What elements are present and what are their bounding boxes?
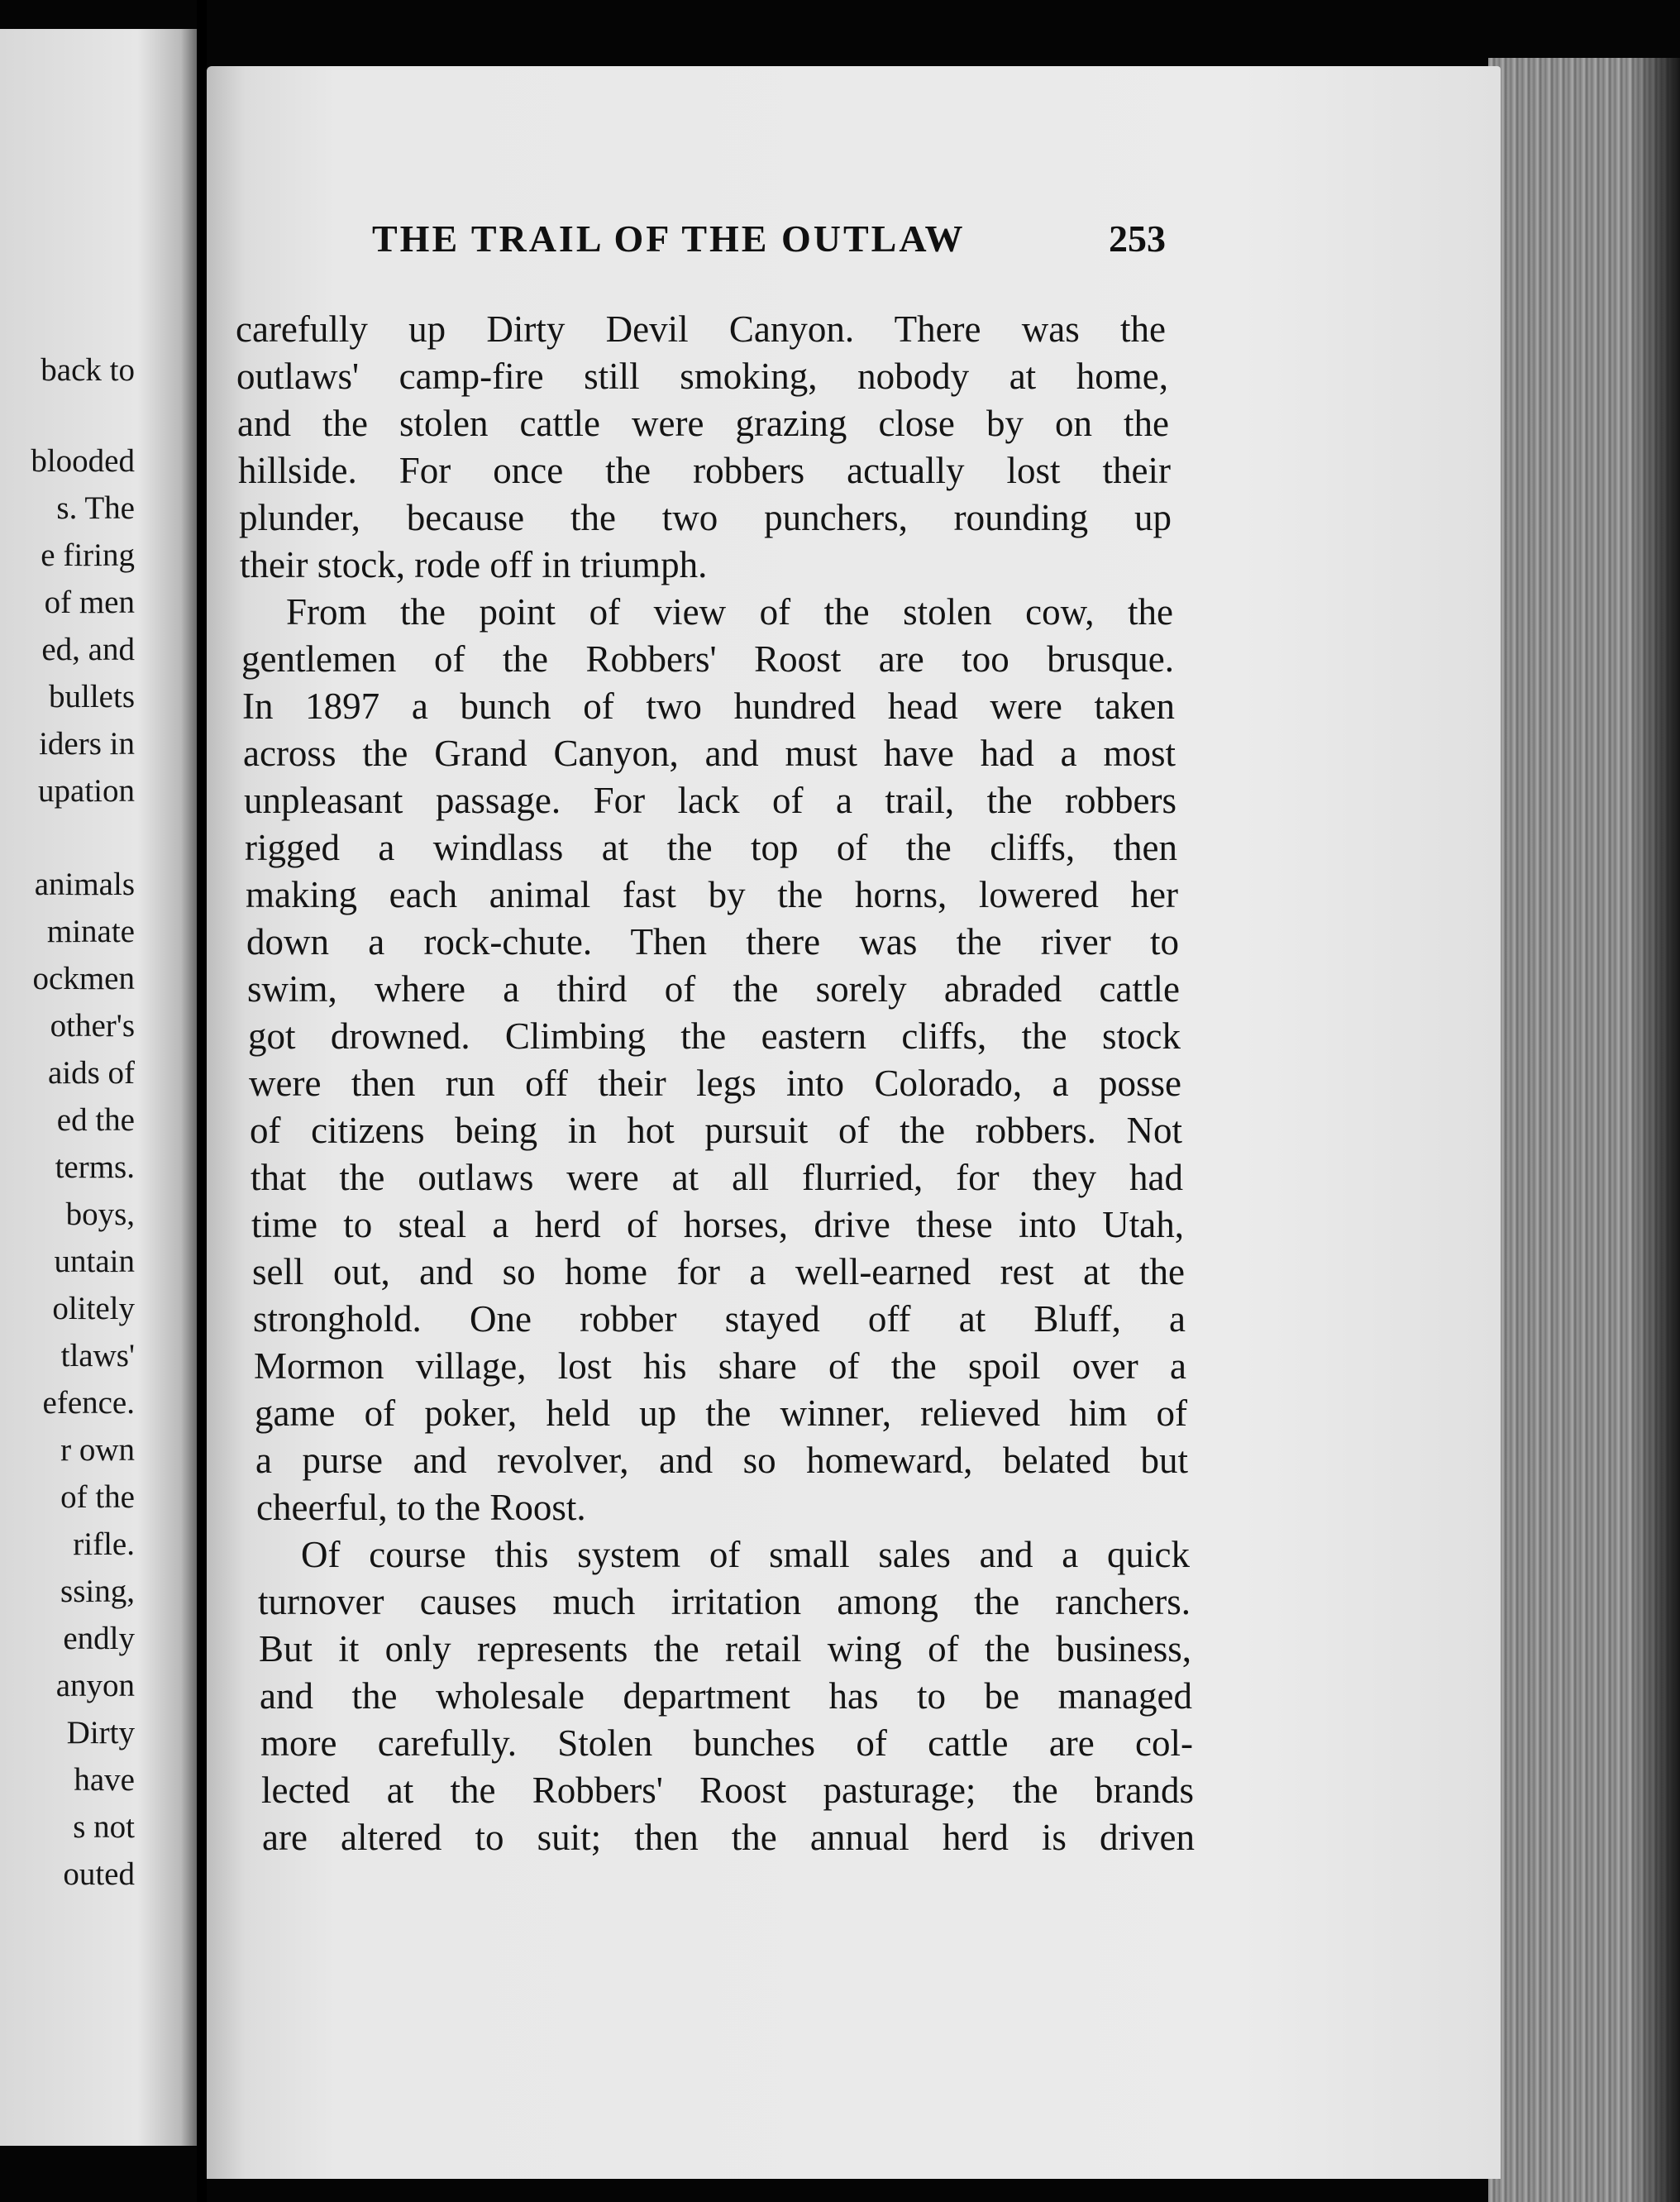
text-line: across the Grand Canyon, and must have had a most: [243, 733, 1176, 774]
text-line: Of course this system of small sales and a quick: [301, 1534, 1190, 1575]
left-line: upation: [38, 773, 135, 809]
left-page: [0, 29, 197, 2146]
left-line: outed: [63, 1856, 135, 1892]
text-line: turnover causes much irritation among the ranchers.: [258, 1581, 1191, 1622]
text-line: and the stolen cattle were grazing close by on the: [237, 403, 1169, 444]
text-line: were then run off their legs into Colorado, a posse: [249, 1063, 1181, 1104]
text-line: In 1897 a bunch of two hundred head were taken: [242, 685, 1175, 727]
text-line: are altered to suit; then the annual herd is driven: [262, 1817, 1195, 1858]
left-line: s. The: [56, 490, 135, 526]
left-line: other's: [50, 1008, 135, 1044]
text-line: stronghold. One robber stayed off at Bluff, a: [253, 1298, 1186, 1340]
left-line: untain: [54, 1244, 135, 1279]
text-line: sell out, and so home for a well-earned rest at the: [252, 1251, 1185, 1292]
left-line: animals: [34, 867, 135, 902]
left-line: iders in: [39, 726, 135, 762]
text-line: But it only represents the retail wing of the business,: [259, 1628, 1191, 1669]
text-line: lected at the Robbers' Roost pasturage; the brands: [261, 1770, 1194, 1811]
text-line: down a rock-chute. Then there was the river to: [246, 921, 1179, 962]
book-gutter: [197, 0, 207, 2202]
text-line: and the wholesale department has to be managed: [260, 1675, 1192, 1717]
text-line: gentlemen of the Robbers' Roost are too brusque.: [241, 638, 1174, 680]
text-line: outlaws' camp-fire still smoking, nobody at home,: [236, 356, 1168, 397]
left-line: of men: [44, 585, 135, 620]
page-number: 253: [1109, 217, 1166, 260]
text-line: Mormon village, lost his share of the spoil over a: [254, 1345, 1186, 1387]
left-line: ssing,: [60, 1574, 135, 1609]
left-line: ed, and: [41, 632, 135, 667]
left-line: rifle.: [73, 1526, 135, 1562]
text-line: more carefully. Stolen bunches of cattle are col-: [260, 1722, 1193, 1764]
left-line: e firing: [41, 537, 135, 573]
page-header: [372, 217, 1166, 266]
text-line: their stock, rode off in triumph.: [240, 544, 708, 585]
left-line: aids of: [47, 1055, 135, 1091]
text-line: a purse and revolver, and so homeward, belated but: [255, 1440, 1188, 1481]
left-line: boys,: [65, 1197, 135, 1232]
left-line: tlaws': [60, 1338, 135, 1373]
text-line: carefully up Dirty Devil Canyon. There was the: [236, 308, 1166, 350]
left-line: terms.: [55, 1149, 135, 1185]
text-line: time to steal a herd of horses, drive these into Utah,: [251, 1204, 1184, 1245]
left-line: have: [74, 1762, 135, 1798]
text-line: From the point of view of the stolen cow, the: [286, 591, 1173, 633]
left-line: efence.: [42, 1385, 135, 1421]
running-head: THE TRAIL OF THE OUTLAW: [372, 217, 966, 260]
text-line: that the outlaws were at all flurried, for they had: [251, 1157, 1183, 1198]
left-line: s not: [73, 1809, 135, 1845]
text-line: of citizens being in hot pursuit of the robbers. Not: [250, 1110, 1182, 1151]
left-line: anyon: [55, 1668, 135, 1703]
text-line: unpleasant passage. For lack of a trail, the robbers: [244, 780, 1176, 821]
left-line: olitely: [52, 1291, 135, 1326]
text-line: rigged a windlass at the top of the cliffs, then: [245, 827, 1177, 868]
left-line: endly: [63, 1621, 135, 1656]
left-line: blooded: [31, 443, 135, 479]
left-line: ockmen: [32, 961, 135, 996]
left-line: back to: [41, 352, 135, 388]
text-line: hillside. For once the robbers actually lost their: [238, 450, 1171, 491]
left-line: ed the: [56, 1102, 135, 1138]
page-edges: [1488, 58, 1680, 2202]
text-line: plunder, because the two punchers, rounding up: [239, 497, 1172, 538]
text-line: game of poker, held up the winner, relieved him of: [255, 1392, 1187, 1434]
text-line: swim, where a third of the sorely abraded cattle: [247, 968, 1180, 1010]
left-line: minate: [46, 914, 135, 949]
text-line: cheerful, to the Roost.: [256, 1487, 586, 1528]
left-line: of the: [60, 1479, 135, 1515]
left-line: bullets: [49, 679, 135, 714]
text-line: making each animal fast by the horns, lowered her: [246, 874, 1178, 915]
left-line: Dirty: [66, 1715, 135, 1751]
text-line: got drowned. Climbing the eastern cliffs, the stock: [248, 1015, 1181, 1057]
left-line: r own: [60, 1432, 135, 1468]
